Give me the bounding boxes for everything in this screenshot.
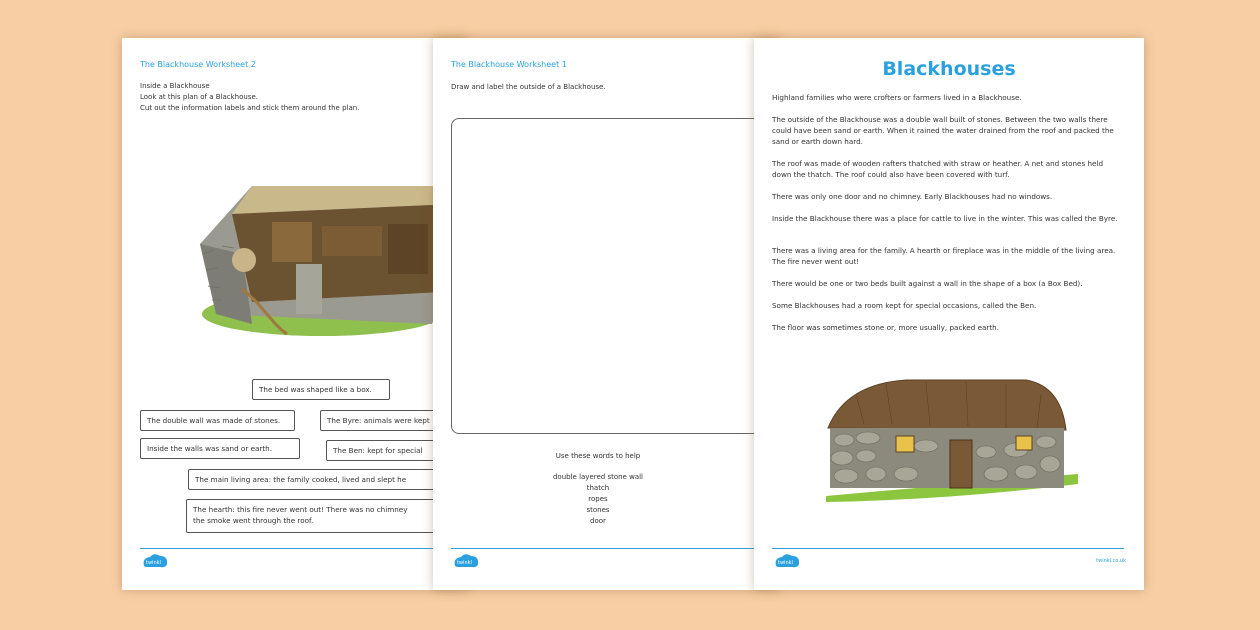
instruction-line: Look at this plan of a Blackhouse. [140, 93, 258, 101]
page-title: Blackhouses [882, 58, 1016, 80]
word-bank-item: door [590, 517, 606, 525]
instruction-line: Cut out the information labels and stick them around the plan. [140, 104, 360, 112]
info-paragraph: Inside the Blackhouse there was a place for cattle to live in the winter. This was called the Byre. [772, 214, 1118, 223]
word-bank-item: double layered stone wall [552, 473, 643, 481]
footer-divider [451, 548, 761, 549]
help-heading: Use these words to help [555, 452, 641, 460]
label-double-wall[interactable]: The double wall was made of stones. [140, 410, 295, 431]
label-hearth-line: the smoke went through the roof. [193, 516, 314, 525]
word-bank-item: stones [586, 506, 610, 514]
twinkl-logo-icon [451, 552, 481, 570]
worksheet-1-page [433, 38, 779, 590]
instruction-line: Inside a Blackhouse [140, 82, 210, 90]
info-paragraph: There would be one or two beds built against a wall in the shape of a box (a Box Bed). [772, 279, 1083, 288]
label-hearth[interactable] [186, 499, 468, 533]
word-bank-item: ropes [588, 495, 608, 503]
info-paragraph: The roof was made of wooden rafters thatched with straw or heather. A net and stones held down the thatch. The roof could also have been covered with turf. [772, 159, 1104, 179]
word-bank-item: thatch [586, 484, 610, 492]
info-paragraph: Some Blackhouses had a room kept for special occasions, called the Ben. [772, 301, 1037, 310]
logo-text: twinkl [778, 560, 793, 566]
twinkl-logo-icon [772, 552, 802, 570]
site-url[interactable]: twinkl.co.uk [1096, 558, 1126, 564]
twinkl-logo-icon [140, 552, 170, 570]
worksheet-2-page [122, 38, 468, 590]
label-hearth-line: The hearth: this fire never went out! There was no chimney [193, 505, 408, 514]
label-byre[interactable]: The Byre: animals were kept [320, 410, 468, 431]
logo-text: twinkl [146, 560, 161, 566]
worksheet-1-instruction: Draw and label the outside of a Blackhouse. [451, 83, 606, 91]
blackhouses-info-page [754, 38, 1144, 590]
info-paragraph: The outside of the Blackhouse was a double wall built of stones. Between the two walls there could have been sand or earth. When it rained the water drained from the roof and packed the sand or earth down hard. [772, 115, 1114, 146]
info-paragraph: There was a living area for the family. A hearth or fireplace was in the middle of the living area. The fire never went out! [772, 246, 1116, 266]
footer-divider [140, 548, 450, 549]
drawing-area[interactable] [451, 118, 779, 434]
label-bed[interactable]: The bed was shaped like a box. [252, 379, 390, 400]
label-main-living-area[interactable]: The main living area: the family cooked, lived and slept he [188, 469, 468, 490]
logo-text: twinkl [457, 560, 472, 566]
word-bank [433, 472, 763, 527]
worksheet-2-instructions [140, 81, 359, 114]
blackhouse-cutaway-illustration [192, 174, 468, 346]
info-paragraph: There was only one door and no chimney. Early Blackhouses had no windows. [772, 192, 1053, 201]
info-paragraph: The floor was sometimes stone or, more usually, packed earth. [772, 323, 1000, 332]
label-sand-earth[interactable]: Inside the walls was sand or earth. [140, 438, 300, 459]
worksheet-1-title: The Blackhouse Worksheet 1 [451, 60, 567, 69]
blackhouse-exterior-illustration [816, 374, 1086, 504]
worksheet-2-title: The Blackhouse Worksheet 2 [140, 60, 256, 69]
label-ben[interactable]: The Ben: kept for special [326, 440, 468, 461]
footer-divider [772, 548, 1124, 549]
info-paragraph: Highland families who were crofters or farmers lived in a Blackhouse. [772, 93, 1022, 102]
